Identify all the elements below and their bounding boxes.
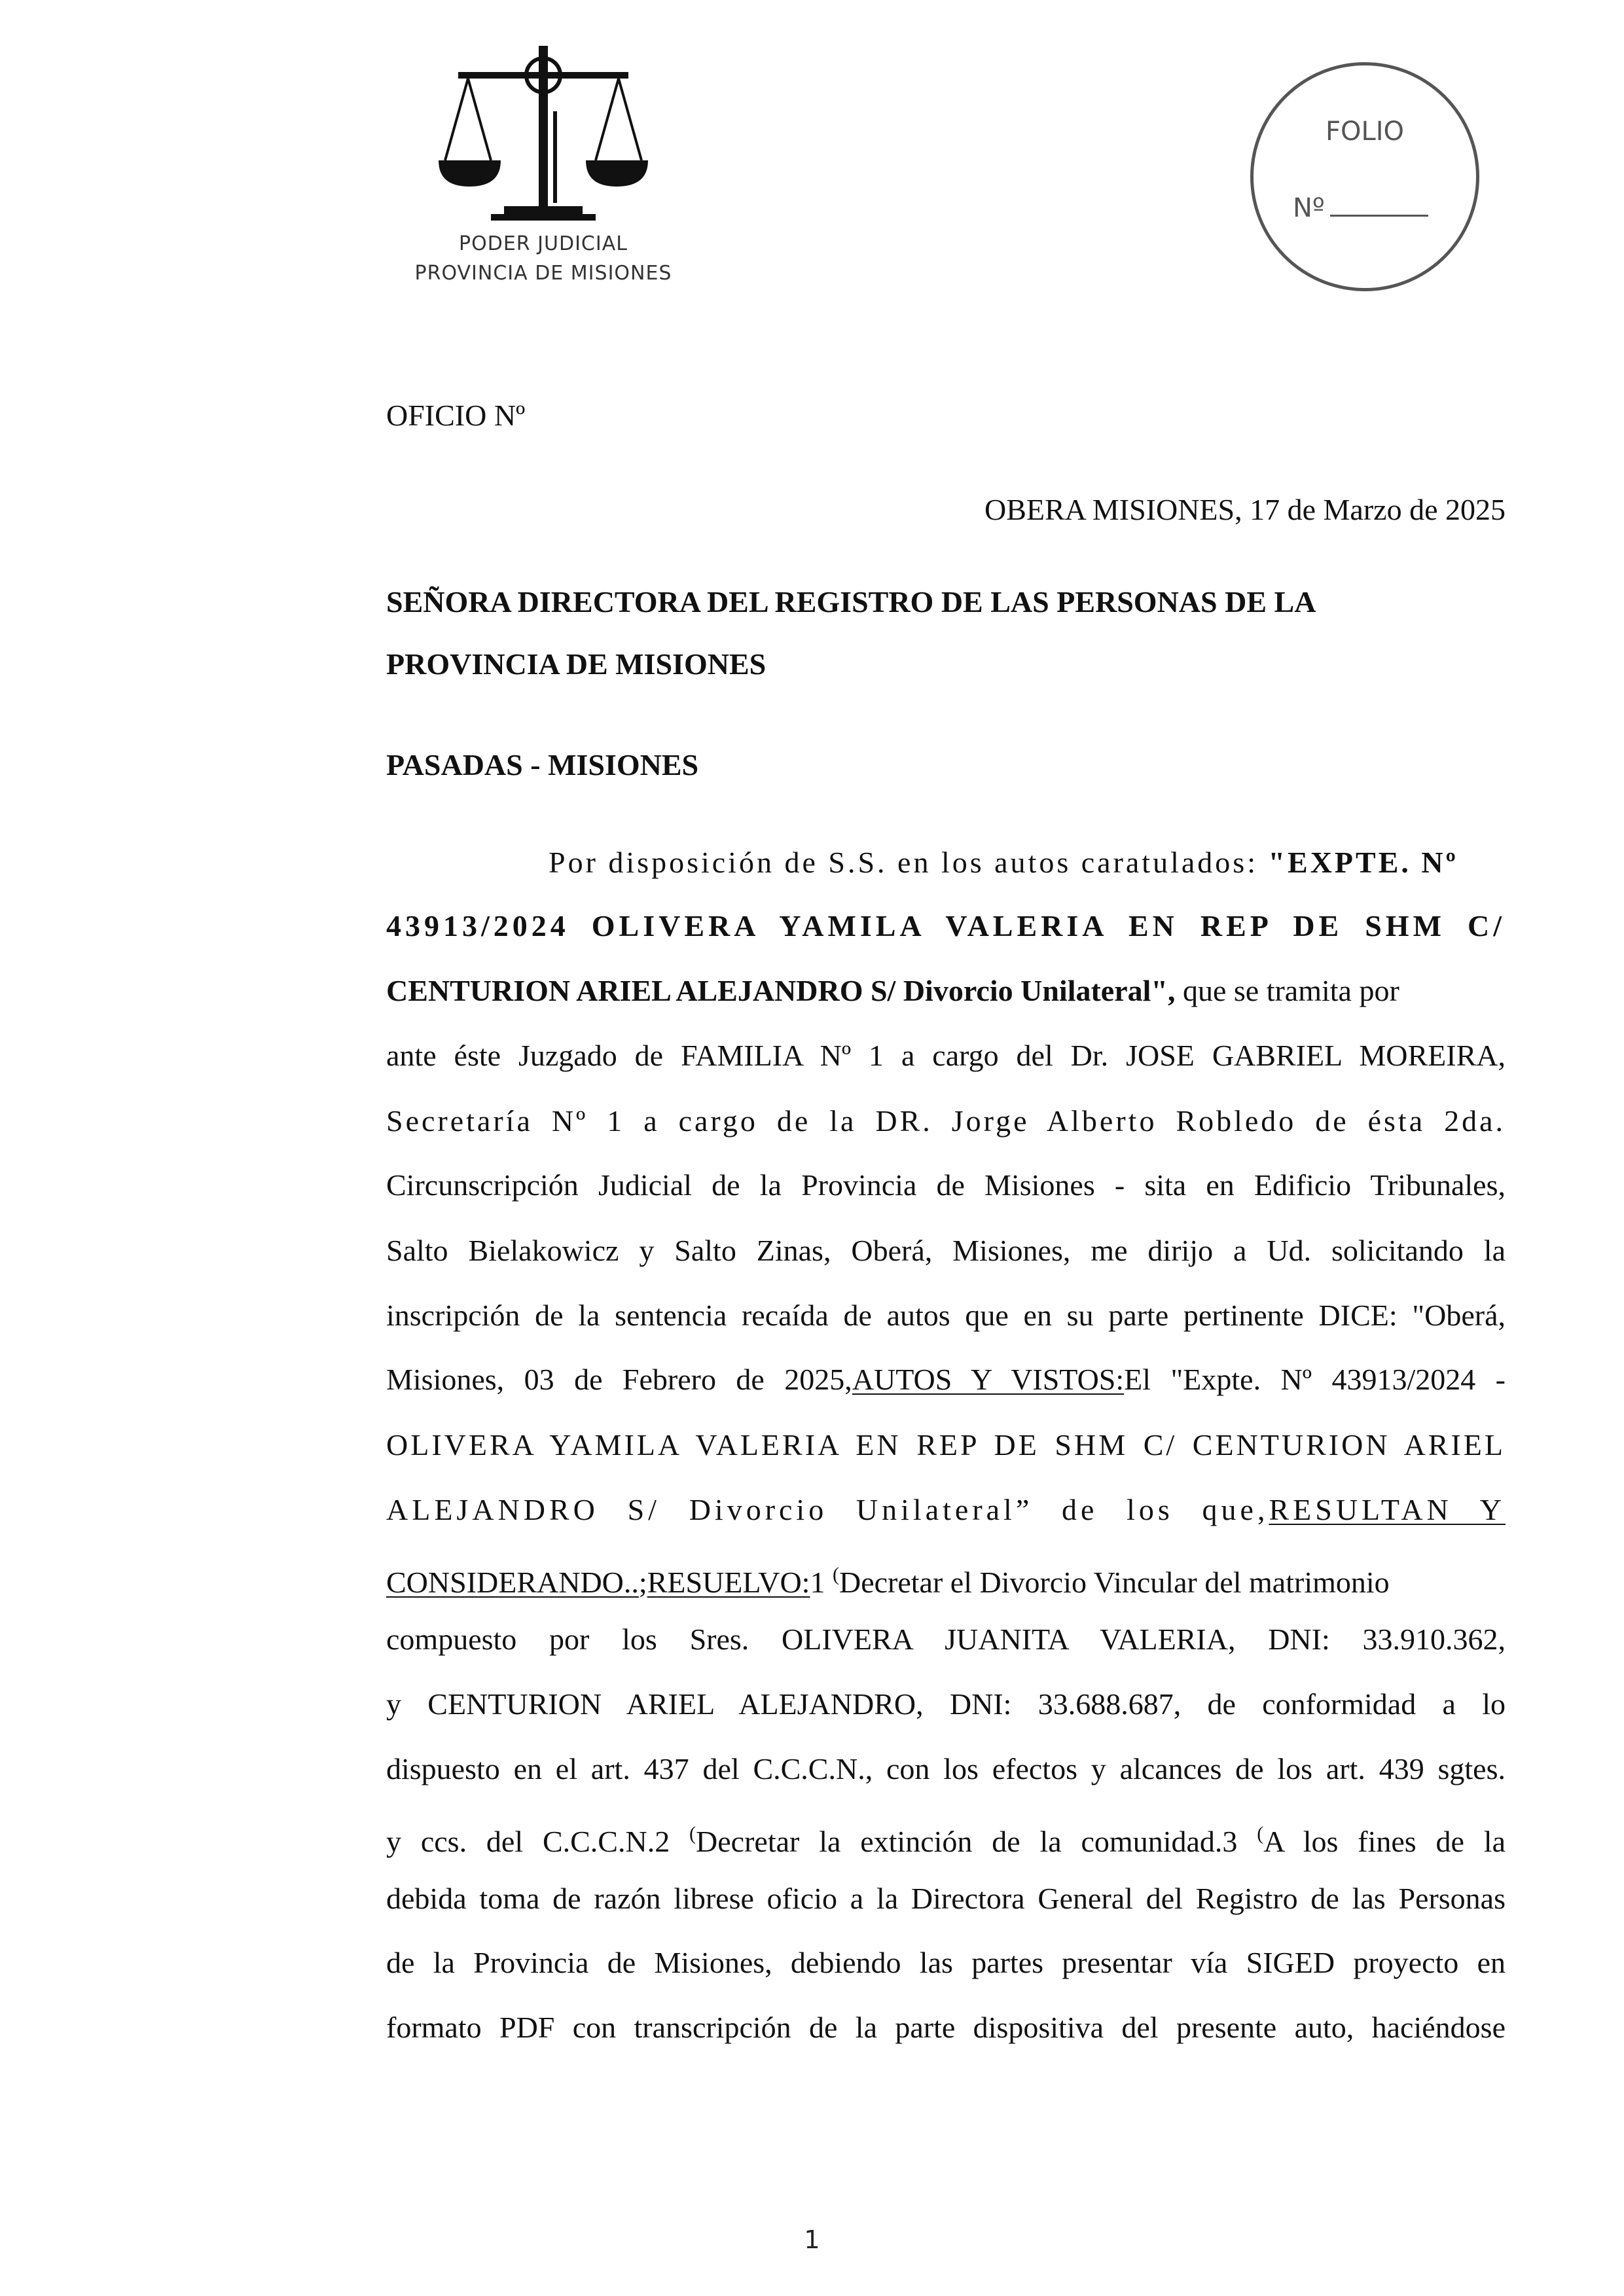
item-marker-3: (	[1257, 1823, 1264, 1844]
body-line-10: OLIVERA YAMILA VALERIA EN REP DE SHM C/ CENTURION ARIEL	[386, 1428, 1506, 1462]
logo-text-line1: PODER JUDICIAL	[459, 232, 628, 255]
body-line-14: y CENTURION ARIEL ALEJANDRO, DNI: 33.688.687, de conformidad a lo	[386, 1687, 1506, 1721]
folio-number-blank	[1330, 195, 1428, 217]
body-line-16	[386, 1816, 1506, 1860]
letter-date: OBERA MISIONES, 17 de Marzo de 2025	[984, 493, 1506, 526]
addressee-line-2: PROVINCIA DE MISIONES	[386, 647, 767, 681]
body-line-1-bold: "EXPTE. Nº	[1268, 846, 1458, 879]
considerando: CONSIDERANDO..	[386, 1566, 639, 1599]
body-line-12-sep: ;	[638, 1566, 647, 1599]
body-line-19: formato PDF con transcripción de la parte dispositiva del presente auto, haciéndose	[386, 2011, 1506, 2044]
body-line-11	[386, 1492, 1506, 1528]
body-line-17: debida toma de razón librese oficio a la Directora General del Registro de las Personas	[386, 1882, 1506, 1915]
body-line-12	[386, 1556, 1506, 1601]
folio-stamp	[1250, 62, 1479, 291]
body-line-11-pre: ALEJANDRO S/ Divorcio Unilateral” de los que,	[386, 1493, 1269, 1526]
folio-number-label: Nº	[1293, 193, 1325, 223]
judicial-logo	[399, 39, 687, 295]
scales-of-justice-icon	[439, 39, 648, 236]
body-line-13: compuesto por los Sres. OLIVERA JUANITA VALERIA, DNI: 33.910.362,	[386, 1623, 1506, 1656]
body-line-16-c: A los fines de la	[1263, 1825, 1506, 1858]
body-line-16-b: Decretar la extinción de la comunidad.3	[696, 1825, 1257, 1858]
body-line-3-bold: CENTURION ARIEL ALEJANDRO S/ Divorcio Unilateral",	[386, 974, 1176, 1007]
body-line-6: Circunscripción Judicial de la Provincia de Misiones - sita en Edificio Tribunales,	[386, 1168, 1506, 1202]
body-line-5: Secretaría Nº 1 a cargo de la DR. Jorge Alberto Robledo de ésta 2da.	[386, 1104, 1506, 1138]
body-line-1-text: Por disposición de S.S. en los autos caratulados:	[549, 846, 1269, 879]
body-line-8: inscripción de la sentencia recaída de autos que en su parte pertinente DICE: "Oberá,	[386, 1299, 1506, 1332]
body-line-3	[386, 973, 1506, 1009]
item-number-1: 1	[810, 1566, 833, 1599]
body-line-9	[386, 1361, 1506, 1398]
item-marker-2: (	[689, 1823, 696, 1844]
body-line-1	[549, 844, 1506, 881]
body-line-15: dispuesto en el art. 437 del C.C.C.N., con los efectos y alcances de los art. 439 sgtes.	[386, 1752, 1506, 1785]
body-line-2: 43913/2024 OLIVERA YAMILA VALERIA EN REP DE SHM C/	[386, 909, 1506, 942]
autos-y-vistos: AUTOS Y VISTOS:	[852, 1363, 1125, 1396]
page-number: 1	[804, 2225, 820, 2254]
resuelvo: RESUELVO:	[647, 1566, 810, 1599]
body-line-18: de la Provincia de Misiones, debiendo las partes presentar vía SIGED proyecto en	[386, 1946, 1506, 1979]
body-line-7: Salto Bielakowicz y Salto Zinas, Oberá, Misiones, me dirijo a Ud. solicitando la	[386, 1234, 1506, 1267]
body-line-9-pre: Misiones, 03 de Febrero de 2025,	[386, 1363, 852, 1396]
logo-text-line2: PROVINCIA DE MISIONES	[414, 262, 672, 285]
body-line-9-post: El "Expte. Nº 43913/2024 -	[1124, 1363, 1506, 1396]
body-line-16-a: y ccs. del C.C.C.N.2	[386, 1825, 690, 1858]
body-line-4: ante éste Juzgado de FAMILIA Nº 1 a cargo del Dr. JOSE GABRIEL MOREIRA,	[386, 1039, 1506, 1072]
item-marker-1: (	[832, 1564, 839, 1585]
resultan-y: RESULTAN Y	[1269, 1493, 1506, 1526]
body-line-3-text: que se tramita por	[1175, 974, 1399, 1007]
addressee-line-1: SEÑORA DIRECTORA DEL REGISTRO DE LAS PERSONAS DE LA	[386, 585, 1316, 619]
folio-stamp-number	[1293, 193, 1428, 223]
body-line-12-post: Decretar el Divorcio Vincular del matrimonio	[839, 1566, 1390, 1599]
oficio-number: OFICIO Nº	[386, 399, 526, 432]
addressee-city: PASADAS - MISIONES	[386, 748, 699, 781]
folio-stamp-label: FOLIO	[1325, 117, 1405, 147]
